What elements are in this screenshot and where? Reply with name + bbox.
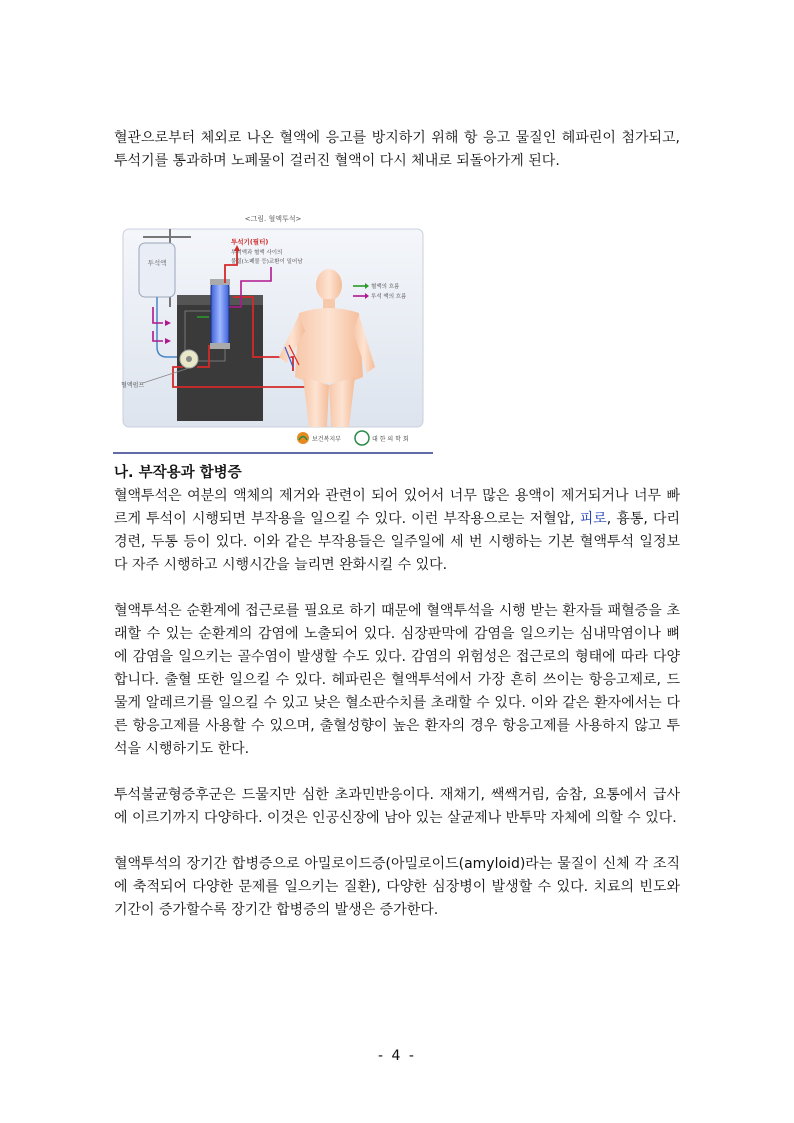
dialyzer-title: 투석기(필터): [231, 238, 269, 246]
hemodialysis-figure: [113, 207, 433, 454]
legend-dialysate: 투석 액의 흐름: [371, 294, 407, 300]
dialyzer-icon: [211, 283, 229, 345]
dialysate-bag-icon: [139, 243, 175, 297]
paragraph-infection: 혈액투석은 순환계에 접근로를 필요로 하기 때문에 혈액투석을 시행 받는 환자들 패혈증을 초래할 수 있는 순환계의 감염에 노출되어 있다. 심장판막에 감염을 일으키는 심내막염이나 뼈에 감염을 일으키는 골수염이 발생할 수도 있다. 감염의 위험성은 접근로의 형태에 따라 다양합니다. 출혈 또한 일으킬 수 있다. 헤파린은 혈액투석에서 가장 흔히 쓰이는 항응고제로, 드물게 알레르기를 일으킬 수 있고 낮은 혈소판수치를 초래할 수 있다. 이와 같은 환자에서는 다른 항응고제를 사용할 수 있으며, 출혈성향이 높은 환자의 경우 항응고제를 사용하지 않고 투석을 시행하기도 한다.: [114, 603, 680, 757]
paragraph-dialysis-disequilibrium: 투석불균형증후군은 드물지만 심한 초과민반응이다. 재채기, 쌕쌕거림, 숨참, 요통에서 급사에 이르기까지 다양하다. 이것은 인공신장에 남아 있는 살균제나 반투막 자체에 의할 수 있다.: [114, 787, 680, 826]
p1-text-before: 혈액투석은 여분의 액체의 제거와 관련이 되어 있어서 너무 많은 용액이 제거되거나 너무 빠르게 투석이 시행되면 부작용을 일으킬 수 있다. 이런 부작용으로는 저혈압,: [114, 488, 680, 527]
pump-label: 혈액펌프: [121, 382, 145, 389]
figure-caption: <그림. 혈액투석>: [244, 215, 302, 223]
page-number: - 4 -: [378, 1048, 416, 1064]
intro-paragraph: 혈관으로부터 체외로 나온 혈액에 응고를 방지하기 위해 항 응고 물질인 헤파린이 첨가되고, 투석기를 통과하며 노폐물이 걸러진 혈액이 다시 체내로 되돌아가게 된다.: [114, 130, 680, 169]
p1-text-after: , 흉통, 다리경련, 두통 등이 있다. 이와 같은 부작용들은 일주일에 세 번 시행하는 기본 혈액투석 일정보다 자주 시행하고 시행시간을 늘리면 완화시킬 수 있다.: [114, 511, 680, 573]
fatigue-link[interactable]: 피로: [579, 511, 607, 527]
paragraph-side-effects: [114, 485, 680, 577]
logo-society: 대 한 의 학 회: [372, 436, 409, 443]
dialyzer-desc-line1: 투석액과 혈액 사이의: [231, 250, 283, 256]
logo-ministry: 보건복지부: [312, 436, 341, 443]
dialyzer-desc-line2: 물질(노폐물 등)교환이 일어남: [231, 259, 303, 265]
section-heading: 나. 부작용과 합병증: [114, 465, 242, 481]
ministry-logo-icon: [297, 432, 309, 444]
legend-blood: 혈액의 흐름: [371, 284, 400, 290]
paragraph-long-term-complications: 혈액투석의 장기간 합병증으로 아밀로이드증(아밀로이드(amyloid)라는 물질이 신체 각 조직에 축적되어 다양한 문제를 일으키는 질환), 다양한 심장병이 발생할 수 있다. 치료의 빈도와 기간이 증가할수록 장기간 합병증의 발생은 증가한다.: [114, 856, 680, 918]
bag-label: 투석액: [147, 259, 167, 267]
